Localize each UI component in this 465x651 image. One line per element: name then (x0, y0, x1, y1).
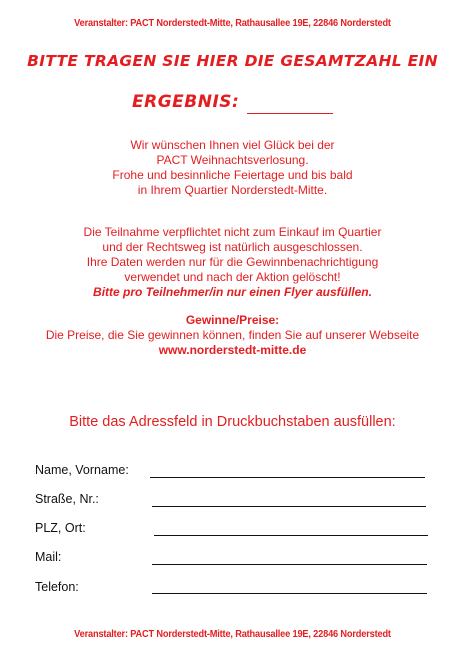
result-entry-line[interactable] (247, 113, 333, 114)
organizer-header: Veranstalter: PACT Norderstedt-Mitte, Rathausallee 19E, 22846 Norderstedt (74, 17, 391, 29)
phone-field[interactable] (152, 593, 427, 594)
greeting-line: PACT Weihnachtsverlosung. (156, 153, 309, 167)
greeting-line: in Ihrem Quartier Norderstedt-Mitte. (137, 183, 328, 197)
terms-line: Ihre Daten werden nur für die Gewinnbenachrichtigung (86, 255, 379, 269)
street-label: Straße, Nr.: (35, 492, 99, 506)
greeting-text (0, 138, 465, 198)
street-field[interactable] (152, 506, 426, 507)
city-label: PLZ, Ort: (35, 521, 86, 535)
greeting-line: Frohe und besinnliche Feiertage und bis bald (112, 168, 353, 182)
result-label: ERGEBNIS: (132, 92, 240, 112)
terms-text (0, 225, 465, 300)
terms-line: und der Rechtsweg ist natürlich ausgeschlossen. (102, 240, 363, 254)
website-link[interactable]: www.norderstedt-mitte.de (158, 343, 307, 357)
terms-line: Die Teilnahme verpflichtet nicht zum Einkauf im Quartier (83, 225, 382, 239)
prizes-heading: Gewinne/Preise: (185, 313, 280, 327)
terms-line: verwendet und nach der Aktion gelöscht! (124, 270, 341, 284)
prizes-text: Die Preise, die Sie gewinnen können, finden Sie auf unserer Webseite (45, 328, 420, 342)
name-label: Name, Vorname: (35, 463, 129, 477)
headline: BITTE TRAGEN SIE HIER DIE GESAMTZAHL EIN (27, 52, 438, 70)
organizer-footer: Veranstalter: PACT Norderstedt-Mitte, Rathausallee 19E, 22846 Norderstedt (74, 628, 391, 640)
phone-label: Telefon: (35, 580, 79, 594)
mail-field[interactable] (152, 564, 427, 565)
terms-emphasis: Bitte pro Teilnehmer/in nur einen Flyer ausfüllen. (93, 285, 372, 299)
address-instruction: Bitte das Adressfeld in Druckbuchstaben ausfüllen: (69, 414, 396, 430)
greeting-line: Wir wünschen Ihnen viel Glück bei der (130, 138, 335, 152)
prizes-section (0, 313, 465, 358)
name-field[interactable] (150, 477, 425, 478)
city-field[interactable] (154, 535, 428, 536)
mail-label: Mail: (35, 550, 62, 564)
